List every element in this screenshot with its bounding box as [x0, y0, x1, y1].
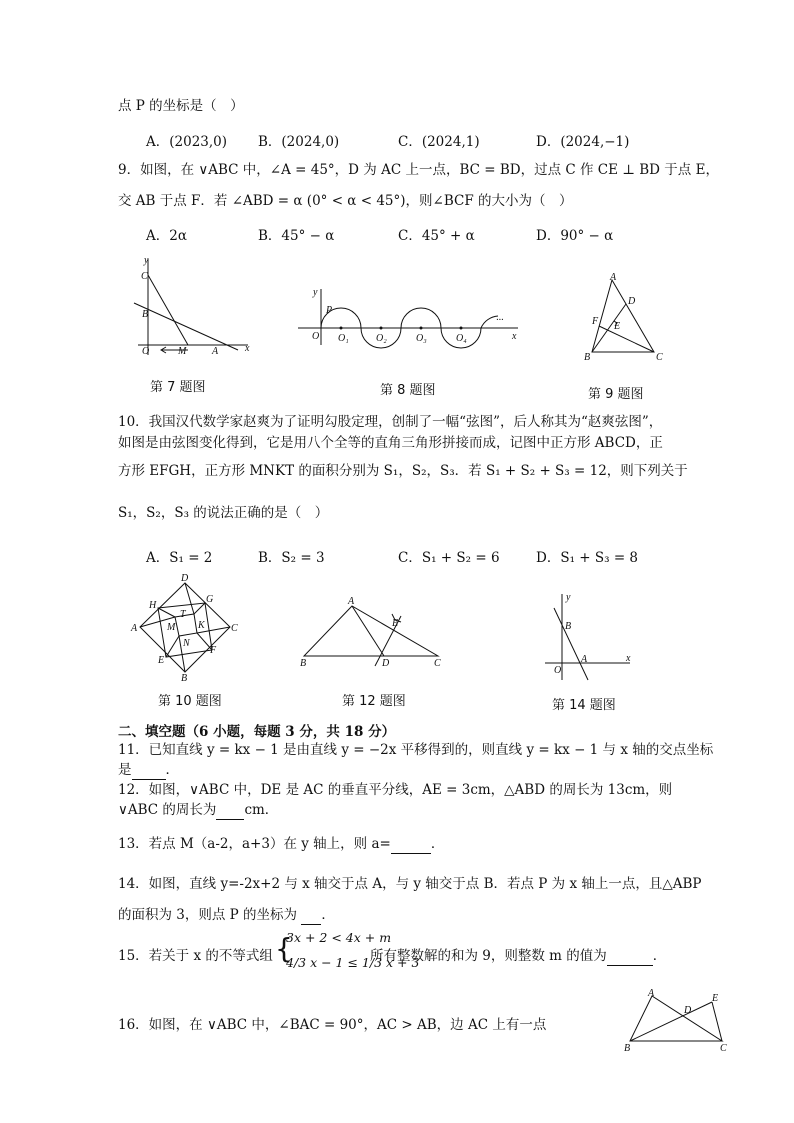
fig10-label-d: D: [181, 573, 189, 584]
fig9-label-e: E: [614, 321, 621, 332]
fig9-label-b: B: [584, 352, 591, 363]
fig8-label-dots: ···: [496, 315, 504, 326]
q11-text-prefix: 是: [118, 762, 132, 778]
figure-12-diagram: [298, 598, 448, 668]
fig8-label-o3: O₃: [416, 333, 427, 344]
fig12-label-d: D: [382, 658, 390, 669]
q10-option-a: A．S₁ = 2: [146, 550, 213, 566]
q15-text-end: ．: [652, 948, 667, 964]
q15-brace: {: [275, 932, 293, 965]
q10-text-line1: 10．我国汉代数学家赵爽为了证明勾股定理，创制了一幅“弦图”，后人称其为“赵爽弦图”，: [118, 414, 663, 430]
q8-text: 点 P 的坐标是（ ）: [118, 98, 244, 114]
figure-10-caption: 第 10 题图: [158, 694, 222, 709]
fig9-label-f: F: [592, 316, 599, 327]
q11-text-end: ．: [165, 762, 179, 778]
fig10-label-c: C: [231, 623, 238, 634]
fig10-label-n: N: [183, 638, 190, 649]
fig9-label-c: C: [656, 352, 663, 363]
fig10-label-k: K: [198, 620, 205, 631]
q10-text-line4: S₁，S₂，S₃ 的说法正确的是（ ）: [118, 505, 329, 521]
q9-option-d: D．90° − α: [536, 228, 614, 244]
fig10-label-g: G: [206, 594, 214, 605]
figure-7-caption: 第 7 题图: [150, 380, 206, 395]
fig12-label-a: A: [348, 596, 355, 607]
fig7-label-a: A: [212, 346, 219, 357]
fig10-label-m: M: [167, 622, 176, 633]
q13-text-prefix: 13．若点 M（a-2，a+3）在 y 轴上，则 a=: [118, 836, 391, 852]
fig8-label-o1: O₁: [338, 333, 349, 344]
q9-option-c: C．45° + α: [398, 228, 475, 244]
fig14-label-b: B: [565, 621, 572, 632]
fig12-label-e: E: [392, 618, 399, 629]
q9-option-a: A．2α: [146, 228, 187, 244]
q14-text-end: ．: [321, 907, 335, 923]
q14-text-prefix: 的面积为 3，则点 P 的坐标为: [118, 907, 298, 923]
figure-16-diagram: [622, 988, 732, 1053]
figure-12-caption: 第 12 题图: [342, 694, 406, 709]
fig10-label-a: A: [131, 623, 138, 634]
q15-text-prefix: 15．若关于 x 的不等式组: [118, 948, 273, 964]
fig16-label-d: D: [684, 1005, 692, 1016]
q15-answer-blank[interactable]: [607, 947, 653, 966]
fig10-label-b: B: [181, 673, 188, 684]
fig8-label-o4: O₄: [456, 333, 467, 344]
q15-text-main: 所有整数解的和为 9，则整数 m 的值为: [370, 948, 607, 964]
q12-text-line2: [118, 801, 278, 820]
q11-text-line2: [118, 761, 179, 780]
q16-text: 16．如图，在 ∨ABC 中，∠BAC = 90°，AC > AB，边 AC 上有一点: [118, 1017, 547, 1033]
q8-option-d: D．(2024,−1): [536, 134, 630, 150]
fig14-label-x: x: [626, 653, 631, 664]
figure-7-diagram: [128, 255, 253, 365]
fig9-label-d: D: [628, 296, 636, 307]
q13-text-end: ．: [430, 836, 445, 852]
q13-text: [118, 835, 444, 854]
figure-8-caption: 第 8 题图: [380, 383, 436, 398]
fig7-label-m: M: [178, 346, 187, 357]
fig8-label-y: y: [313, 287, 318, 298]
figure-8-diagram: [298, 283, 523, 353]
fig7-label-y: y: [144, 255, 149, 266]
q8-option-b: B．(2024,0): [258, 134, 340, 150]
fig14-label-o: O: [554, 665, 562, 676]
q10-text-line2: 如图是由弦图变化得到，它是用八个全等的直角三角形拼接而成，记图中正方形 ABCD，正: [118, 435, 663, 451]
q12-text-prefix: ∨ABC 的周长为: [118, 802, 217, 818]
q9-option-b: B．45° − α: [258, 228, 335, 244]
figure-9-diagram: [582, 272, 667, 364]
figure-14-caption: 第 14 题图: [552, 698, 616, 713]
figure-10-diagram: [130, 573, 240, 684]
fig8-label-o: O: [312, 331, 320, 342]
section-2-heading: 二、填空题（6 小题，每题 3 分，共 18 分）: [118, 724, 396, 740]
q14-answer-blank[interactable]: [301, 906, 321, 925]
q9-text-line1: 9．如图，在 ∨ABC 中，∠A = 45°，D 为 AC 上一点，BC = BD，过点 C 作 CE ⊥ BD 于点 E，: [118, 162, 719, 178]
fig7-label-c: C: [141, 271, 148, 282]
q9-text-line2: 交 AB 于点 F．若 ∠ABD = α (0° < α < 45°)，则∠BCF 的大小为（ ）: [118, 193, 573, 209]
fig10-label-f: F: [210, 645, 217, 656]
q8-option-c: C．(2024,1): [398, 134, 480, 150]
q15-inequality-1: 3x + 2 < 4x + m: [286, 930, 392, 945]
q10-option-b: B．S₂ = 3: [258, 550, 325, 566]
q10-option-d: D．S₁ + S₃ = 8: [536, 550, 639, 566]
q12-answer-blank[interactable]: [216, 801, 244, 820]
q10-option-c: C．S₁ + S₂ = 6: [398, 550, 500, 566]
fig10-label-h: H: [149, 600, 157, 611]
fig14-label-a: A: [581, 654, 588, 665]
fig14-label-y: y: [566, 592, 571, 603]
fig10-label-t: T: [180, 609, 186, 620]
fig16-label-e: E: [712, 993, 719, 1004]
fig10-label-e: E: [158, 655, 165, 666]
fig16-label-c: C: [720, 1043, 727, 1054]
fig7-label-x: x: [245, 343, 250, 354]
fig8-label-o2: O₂: [376, 333, 387, 344]
q15-text-post: [370, 947, 666, 966]
fig16-label-b: B: [624, 1043, 631, 1054]
q11-text-line1: 11．已知直线 y = kx − 1 是由直线 y = −2x 平移得到的，则直线 y = kx − 1 与 x 轴的交点坐标: [118, 742, 714, 758]
q15-inequality-2: 4/3 x − 1 ≤ 1/3 x + 3: [286, 955, 420, 970]
figure-14-diagram: [540, 590, 635, 685]
figure-9-caption: 第 9 题图: [588, 387, 644, 402]
q13-answer-blank[interactable]: [391, 835, 431, 854]
q10-text-line3: 方形 EFGH，正方形 MNKT 的面积分别为 S₁，S₂，S₃．若 S₁ + S₂ + S₃ = 12，则下列关于: [118, 463, 688, 479]
q11-answer-blank[interactable]: [132, 761, 166, 780]
q14-text-line2: [118, 906, 335, 925]
q14-text-line1: 14．如图，直线 y=-2x+2 与 x 轴交于点 A，与 y 轴交于点 B．若点 P 为 x 轴上一点，且△ABP: [118, 876, 702, 892]
q8-option-a: A．(2023,0): [146, 134, 228, 150]
fig7-label-o: O: [142, 346, 150, 357]
fig12-label-b: B: [300, 658, 307, 669]
fig12-label-c: C: [434, 658, 441, 669]
fig7-label-b: B: [142, 309, 149, 320]
fig9-label-a: A: [610, 272, 617, 283]
fig8-label-p: P: [326, 305, 333, 316]
q12-text-line1: 12．如图，∨ABC 中，DE 是 AC 的垂直平分线，AE = 3cm，△ABD 的周长为 13cm，则: [118, 782, 673, 798]
fig16-label-a: A: [648, 988, 655, 999]
fig8-label-x: x: [512, 331, 517, 342]
q12-text-end: cm．: [244, 802, 279, 818]
